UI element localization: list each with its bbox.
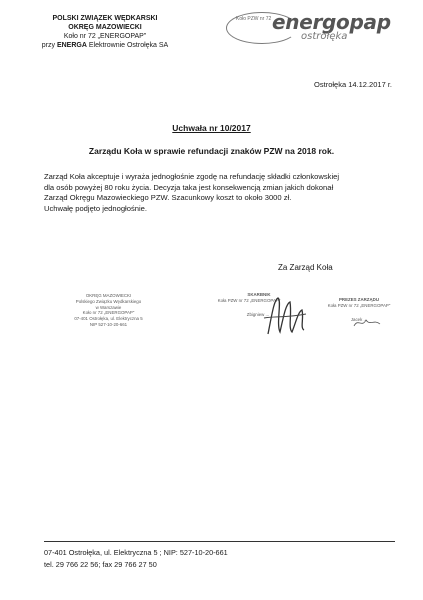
stamp-line: Koło nr 72 „ENERGOPAP” — [82, 310, 135, 316]
club-logo — [226, 10, 391, 50]
resolution-title: Zarządu Koła w sprawie refundacji znaków PZW na 2018 rok. — [88, 146, 335, 156]
resolution-number: Uchwała nr 10/2017 — [172, 123, 251, 133]
signature-icon — [352, 316, 382, 330]
sponsor-line — [40, 41, 170, 50]
resolution-body — [44, 172, 380, 214]
sponsor-prefix: przy — [41, 42, 55, 49]
signoff: Za Zarząd Koła — [278, 263, 333, 272]
club-stamp — [56, 293, 161, 328]
treasurer-name: Zbigniew ... — [246, 311, 270, 317]
district-name: OKRĘG MAZOWIECKI — [68, 24, 142, 31]
sponsor-brand: ENERGA — [56, 42, 87, 49]
president-title: PREZES ZARZĄDU — [338, 297, 379, 302]
stamp-line: NIP 527-10-20-661 — [89, 321, 128, 327]
stamp-line: 07-401 Ostrołęka, ul. Elektryczna 5 — [74, 316, 143, 322]
place-date: Ostrołęka 14.12.2017 r. — [314, 80, 392, 89]
club-name: Koło nr 72 „ENERGOPAP” — [63, 33, 147, 40]
stamp-line: Polskiego Związku Wędkarskiego — [75, 298, 142, 304]
stamp-line: OKRĘG MAZOWIECKI — [85, 293, 132, 298]
body-line: dla osób powyżej 80 roku życia. Decyzja taka jest konsekwencją zmian jakich dokonał — [44, 182, 334, 192]
footer-divider — [44, 541, 395, 542]
body-line: Zarząd Koła akceptuje i wyraża jednogłośnie zgodę na refundację składki członkowskiej — [44, 172, 340, 181]
treasurer-sub: Koła PZW nr 72 „ENERGOPAP” — [217, 297, 281, 303]
body-line: Uchwałę podjęto jednogłośnie. — [44, 203, 148, 213]
signature-icon — [260, 294, 310, 340]
footer-address: 07-401 Ostrołęka, ul. Elektryczna 5 ; NIP: 527-10-20-661 — [44, 548, 228, 557]
logo-brand: energopap — [272, 10, 391, 34]
org-name: POLSKI ZWIĄZEK WĘDKARSKI — [52, 15, 158, 22]
president-name: Jacek ... — [350, 316, 368, 322]
footer-phone: tel. 29 766 22 56; fax 29 766 27 50 — [44, 559, 157, 569]
body-line: Zarząd Okręgu Mazowieckiego PZW. Szacunkowy koszt to około 3000 zł. — [44, 193, 292, 203]
president-sub: Koła PZW nr 72 „ENERGOPAP” — [327, 302, 391, 308]
letterhead — [40, 14, 170, 50]
logo-small-text: Koło PZW nr 72 — [236, 16, 272, 22]
treasurer-title: SKARBNIK — [247, 292, 271, 297]
footer — [44, 547, 228, 570]
stamp-line: w Warszawie — [95, 304, 122, 310]
sponsor-rest: Elektrownie Ostrołęka SA — [88, 42, 169, 49]
logo-city: ostrołęka — [301, 31, 348, 42]
